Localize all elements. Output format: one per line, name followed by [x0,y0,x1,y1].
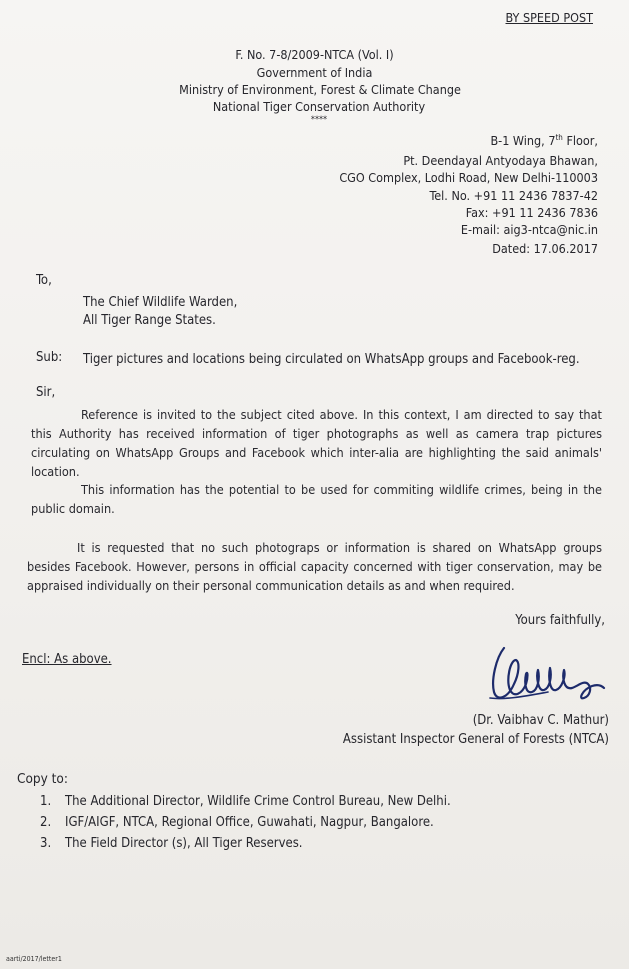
signatory-designation: Assistant Inspector General of Forests (NTCA) [342,732,609,747]
address-line-2: Pt. Deendayal Antyodaya Bhawan, [403,153,598,168]
copy-item: 1. The Additional Director, Wildlife Crime Control Bureau, New Delhi. [40,794,451,809]
recipient-line-1: The Chief Wildlife Warden, [83,295,238,310]
ministry-heading: Ministry of Environment, Forest & Climate Change [179,82,461,97]
copy-item: 3. The Field Director (s), All Tiger Reserves. [40,836,303,851]
address-line-1: B-1 Wing, 7th Floor, [490,133,598,149]
paragraph-3: It is requested that no such photograps or information is shared on WhatsApp groups besides Facebook. However, persons in official capacity concerned with tiger conservation, may be appraised individually on their personal communication details as and when required. [27,540,602,593]
file-number: F. No. 7-8/2009-NTCA (Vol. I) [235,47,394,62]
authority-heading: National Tiger Conservation Authority [212,99,426,114]
telephone: Tel. No. +91 11 2436 7837-42 [429,188,598,203]
copy-list [40,791,451,854]
yours-faithfully: Yours faithfully, [515,613,605,628]
fax: Fax: +91 11 2436 7836 [465,205,598,220]
copy-item: 2. IGF/AIGF, NTCA, Regional Office, Guwahati, Nagpur, Bangalore. [40,815,434,830]
subject-text: Tiger pictures and locations being circulated on WhatsApp groups and Facebook-reg. [83,352,580,367]
recipient-line-2: All Tiger Range States. [83,313,216,328]
enclosure: Encl: As above. [22,652,112,667]
header-stars: **** [310,115,328,125]
paragraph-1: Reference is invited to the subject cited above. In this context, I am directed to say that this Authority has received information of tiger photographs as well as camera trap pictures circulating on WhatsApp Groups and Facebook which inter-alia are highlighting the said animals' location. [31,407,602,479]
signature-image [486,640,606,710]
signatory-name: (Dr. Vaibhav C. Mathur) [472,713,609,728]
date: Dated: 17.06.2017 [492,241,598,256]
paragraph-2: This information has the potential to be used for commiting wildlife crimes, being in the public domain. [31,482,602,516]
copy-to-label: Copy to: [17,771,68,787]
email: E-mail: aig3-ntca@nic.in [460,222,598,237]
speed-post-label: BY SPEED POST [505,10,593,25]
address-line-3: CGO Complex, Lodhi Road, New Delhi-110003 [339,170,598,185]
government-heading: Government of India [256,65,373,80]
subject-label: Sub: [36,350,63,365]
file-reference: aarti/2017/letter1 [6,955,62,963]
to-label: To, [36,273,52,288]
salutation: Sir, [36,385,56,400]
